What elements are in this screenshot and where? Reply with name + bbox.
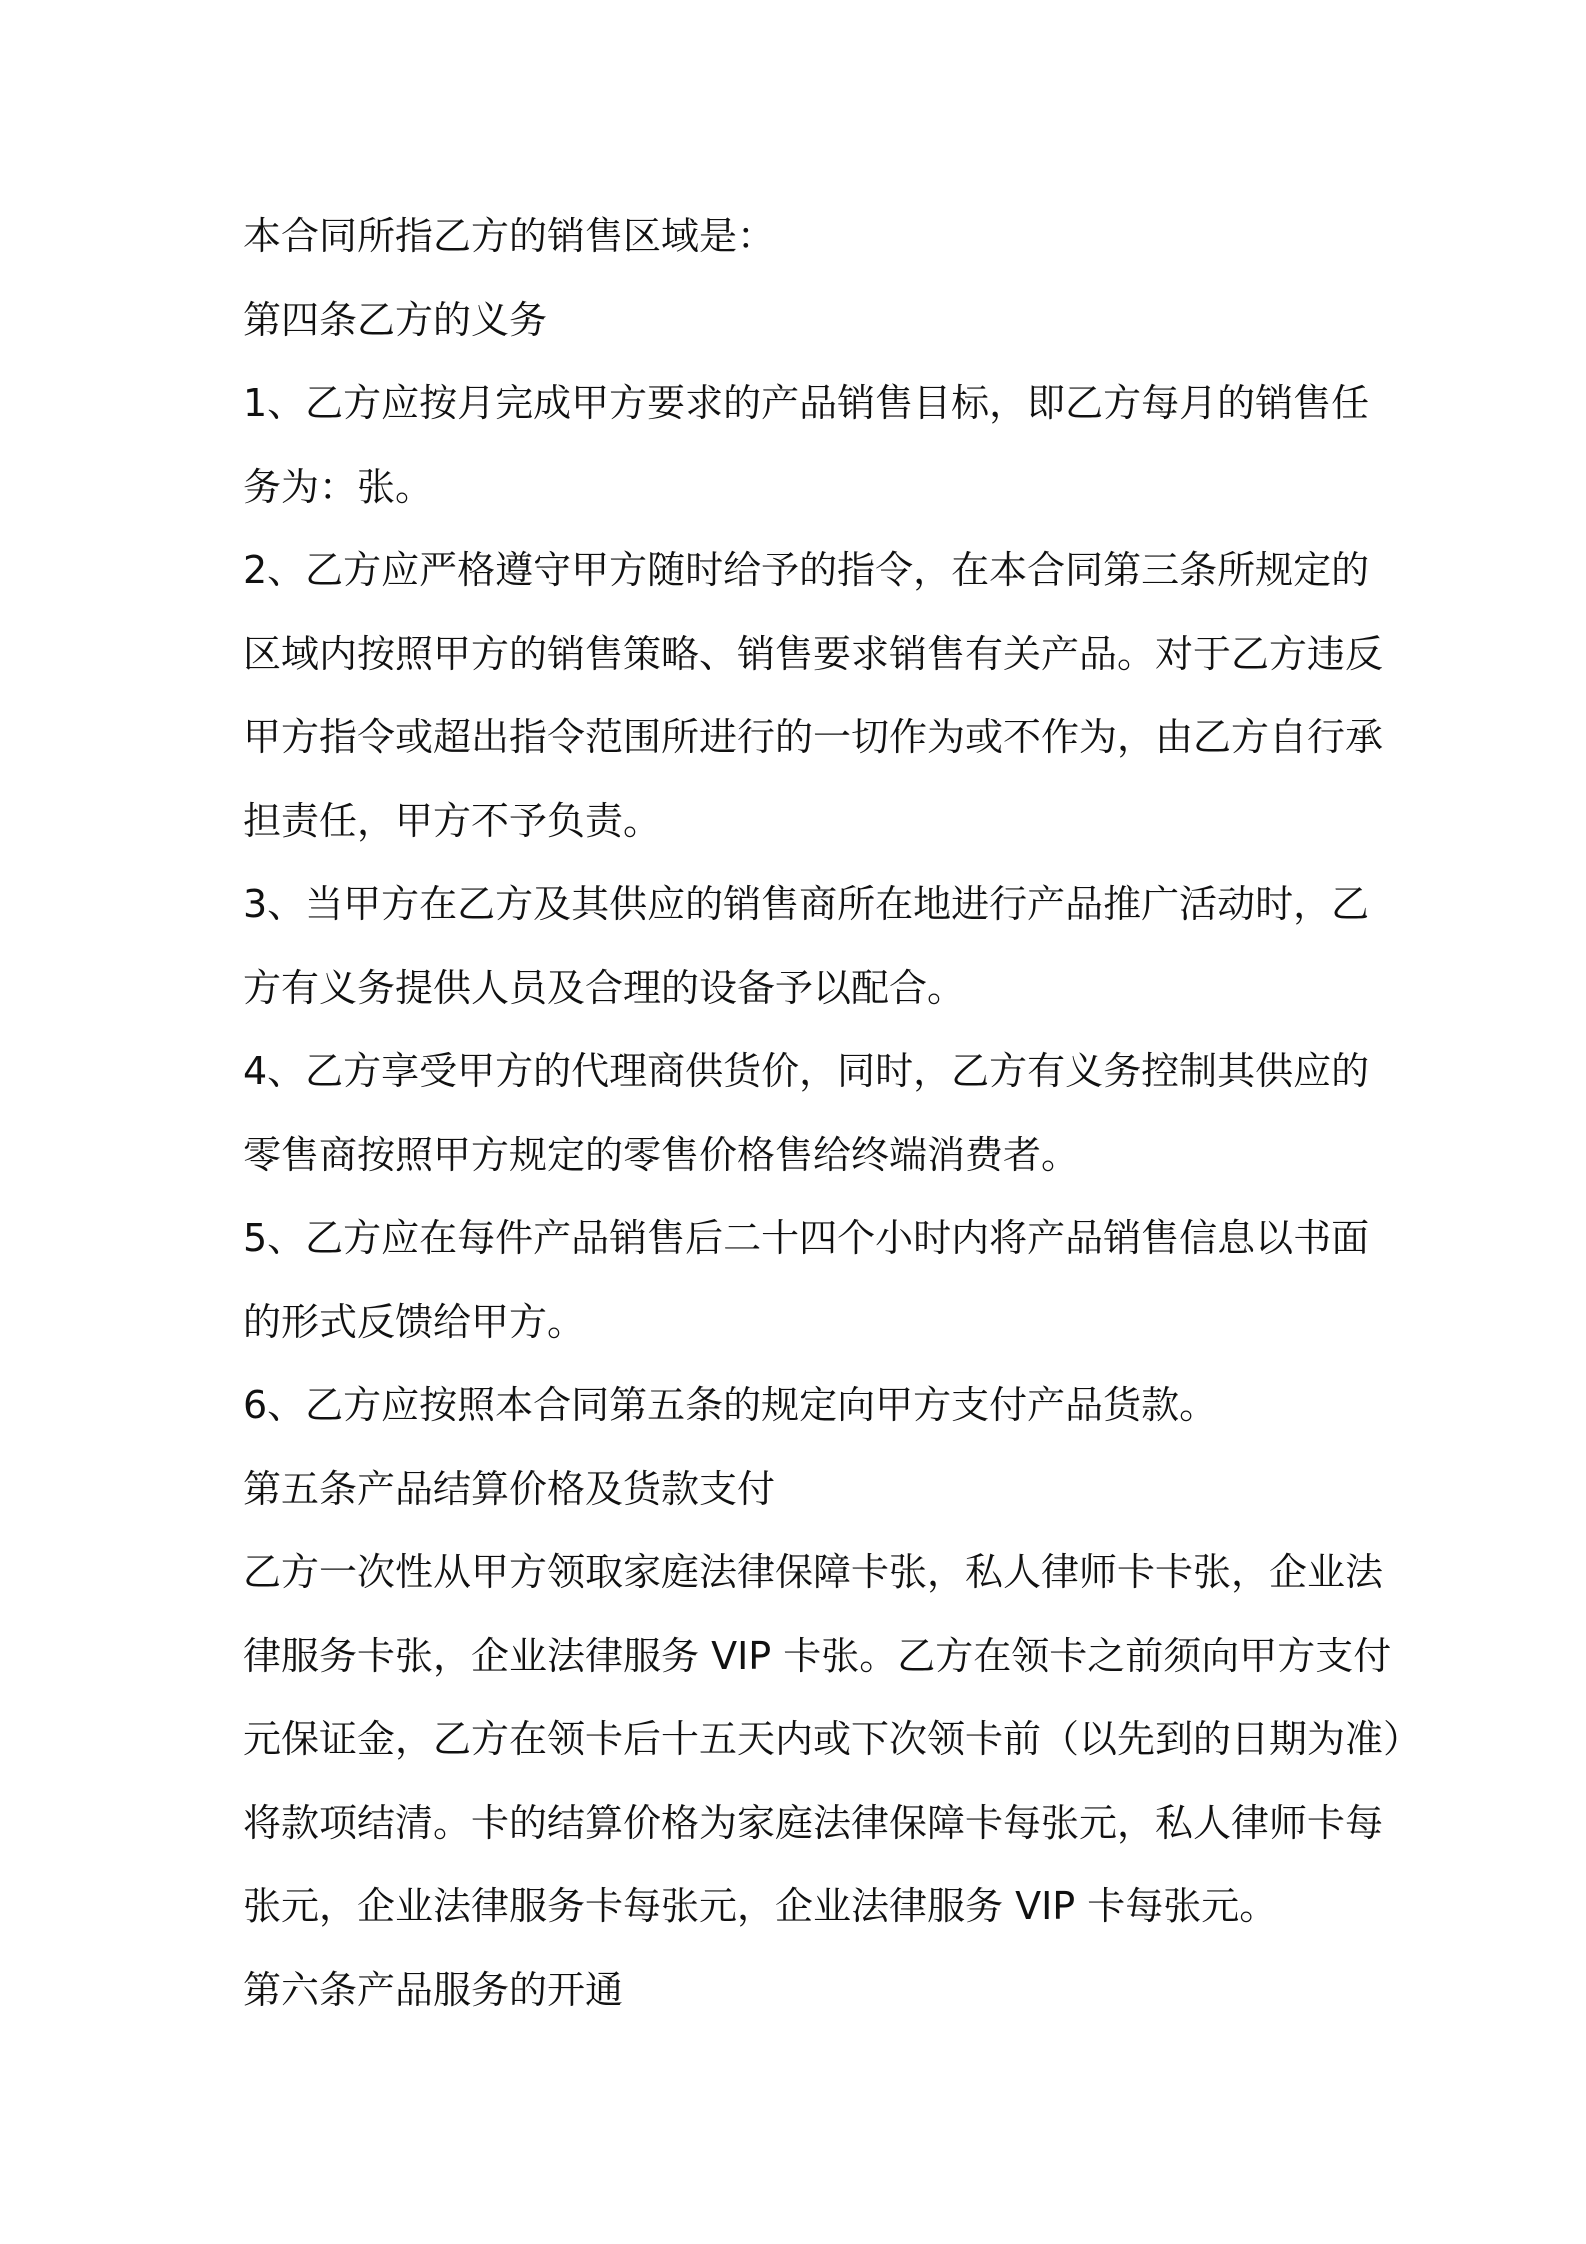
heading-article-5: 第五条产品结算价格及货款支付 bbox=[243, 1466, 776, 1511]
text-line: 6、乙方应按照本合同第五条的规定向甲方支付产品货款。 bbox=[243, 1383, 1218, 1427]
text-line: 零售商按照甲方规定的零售价格售给终端消费者。 bbox=[243, 1132, 1080, 1177]
text-line: 将款项结清。卡的结算价格为家庭法律保障卡每张元，私人律师卡每 bbox=[243, 1800, 1384, 1845]
heading-article-6: 第六条产品服务的开通 bbox=[243, 1967, 624, 2012]
text-line: 乙方一次性从甲方领取家庭法律保障卡张，私人律师卡卡张，企业法 bbox=[243, 1550, 1384, 1594]
text-line: 元保证金，乙方在领卡后十五天内或下次领卡前（以先到的日期为准） bbox=[243, 1717, 1422, 1761]
text-line: 律服务卡张，企业法律服务 VIP 卡张。乙方在领卡之前须向甲方支付 bbox=[243, 1633, 1392, 1678]
heading-article-4: 第四条乙方的义务 bbox=[243, 297, 548, 342]
text-line: 5、乙方应在每件产品销售后二十四个小时内将产品销售信息以书面 bbox=[243, 1216, 1370, 1260]
text-line: 甲方指令或超出指令范围所进行的一切作为或不作为，由乙方自行承 bbox=[243, 715, 1384, 759]
text-line: 张元，企业法律服务卡每张元，企业法律服务 VIP 卡每张元。 bbox=[243, 1884, 1278, 1928]
text-line-sales-region: 本合同所指乙方的销售区域是： bbox=[243, 214, 776, 258]
text-line: 方有义务提供人员及合理的设备予以配合。 bbox=[243, 965, 966, 1010]
text-line: 1、乙方应按月完成甲方要求的产品销售目标，即乙方每月的销售任 bbox=[243, 381, 1370, 425]
text-line: 2、乙方应严格遵守甲方随时给予的指令，在本合同第三条所规定的 bbox=[243, 548, 1370, 592]
text-line: 区域内按照甲方的销售策略、销售要求销售有关产品。对于乙方违反 bbox=[243, 631, 1384, 676]
text-line: 4、乙方享受甲方的代理商供货价，同时，乙方有义务控制其供应的 bbox=[243, 1049, 1370, 1093]
text-line: 3、当甲方在乙方及其供应的销售商所在地进行产品推广活动时，乙 bbox=[243, 882, 1370, 926]
contract-text bbox=[243, 195, 1422, 2032]
text-line: 务为：张。 bbox=[243, 464, 434, 509]
text-line: 的形式反馈给甲方。 bbox=[243, 1299, 586, 1344]
text-line: 担责任，甲方不予负责。 bbox=[243, 798, 662, 843]
